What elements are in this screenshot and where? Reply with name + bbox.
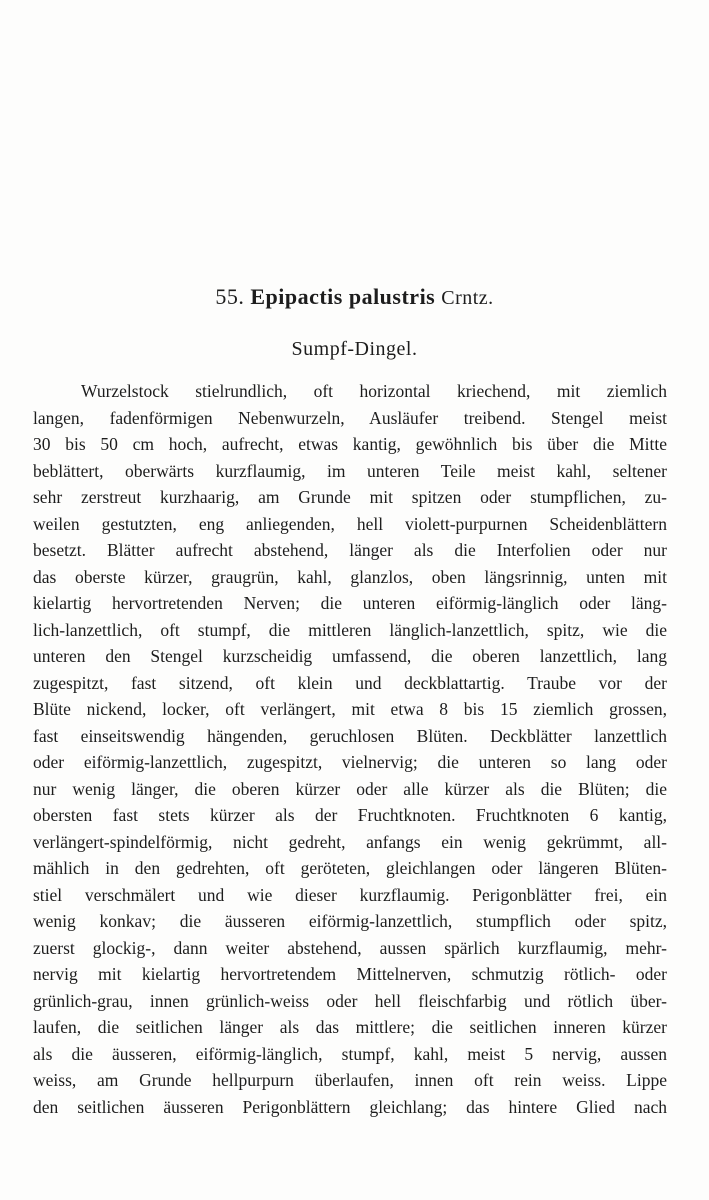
- species-heading: [0, 284, 709, 310]
- text-line: als die äusseren, eiförmig-länglich, stumpf, kahl, meist 5 nervig, aussen: [33, 1043, 667, 1064]
- text-line: obersten fast stets kürzer als der Fruchtknoten. Fruchtknoten 6 kantig,: [33, 805, 667, 825]
- text-line: das oberste kürzer, graugrün, kahl, glanzlos, oben längsrinnig, unten mit: [33, 566, 667, 587]
- text-line: besetzt. Blätter aufrecht abstehend, länger als die Interfolien oder nur: [33, 540, 667, 560]
- text-line: beblättert, oberwärts kurzflaumig, im unteren Teile meist kahl, seltener: [33, 460, 667, 481]
- species-name: Epipactis palustris: [250, 284, 436, 309]
- text-line: oder eiförmig-lanzettlich, zugespitzt, vielnervig; die unteren so lang oder: [33, 752, 667, 772]
- text-line: 30 bis 50 cm hoch, aufrecht, etwas kantig, gewöhnlich bis über die Mitte: [33, 434, 667, 454]
- description-paragraph: [33, 378, 667, 1120]
- text-line: nervig mit kielartig hervortretendem Mittelnerven, schmutzig rötlich- oder: [33, 964, 667, 984]
- text-line: langen, fadenförmigen Nebenwurzeln, Ausläufer treibend. Stengel meist: [33, 407, 667, 428]
- text-line: stiel verschmälert und wie dieser kurzflaumig. Perigonblätter frei, ein: [33, 884, 667, 905]
- species-number: 55.: [215, 284, 245, 309]
- text-line: grünlich-grau, innen grünlich-weiss oder hell fleischfarbig und rötlich über-: [33, 990, 667, 1011]
- text-line: fast einseitswendig hängenden, geruchlosen Blüten. Deckblätter lanzettlich: [33, 725, 667, 746]
- text-line: Wurzelstock stielrundlich, oft horizontal kriechend, mit ziemlich: [81, 381, 667, 401]
- species-author: Crntz.: [441, 287, 494, 309]
- text-line: wenig konkav; die äusseren eiförmig-lanzettlich, stumpflich oder spitz,: [33, 911, 667, 931]
- common-name: Sumpf-Dingel.: [291, 338, 418, 360]
- text-line: verlängert-spindelförmig, nicht gedreht, anfangs ein wenig gekrümmt, all-: [33, 831, 667, 852]
- text-line: weilen gestutzten, eng anliegenden, hell violett-purpurnen Scheidenblättern: [33, 513, 667, 534]
- text-line: lich-lanzettlich, oft stumpf, die mittleren länglich-lanzettlich, spitz, wie die: [33, 619, 667, 640]
- text-line: Blüte nickend, locker, oft verlängert, mit etwa 8 bis 15 ziemlich grossen,: [33, 699, 667, 719]
- text-line: weiss, am Grunde hellpurpurn überlaufen, innen oft rein weiss. Lippe: [33, 1070, 667, 1090]
- text-line: zuerst glockig-, dann weiter abstehend, aussen spärlich kurzflaumig, mehr-: [33, 937, 667, 958]
- text-line: mählich in den gedrehten, oft geröteten, gleichlangen oder längeren Blüten-: [33, 858, 667, 878]
- text-line: nur wenig länger, die oberen kürzer oder alle kürzer als die Blüten; die: [33, 778, 667, 799]
- text-line: zugespitzt, fast sitzend, oft klein und deckblattartig. Traube vor der: [33, 672, 667, 693]
- text-line: laufen, die seitlichen länger als das mittlere; die seitlichen inneren kürzer: [33, 1017, 667, 1037]
- text-line: sehr zerstreut kurzhaarig, am Grunde mit spitzen oder stumpflichen, zu-: [33, 487, 667, 507]
- text-line: kielartig hervortretenden Nerven; die unteren eiförmig-länglich oder läng-: [33, 593, 667, 613]
- text-line: unteren den Stengel kurzscheidig umfassend, die oberen lanzettlich, lang: [33, 646, 667, 666]
- text-line: den seitlichen äusseren Perigonblättern gleichlang; das hintere Glied nach: [33, 1096, 667, 1117]
